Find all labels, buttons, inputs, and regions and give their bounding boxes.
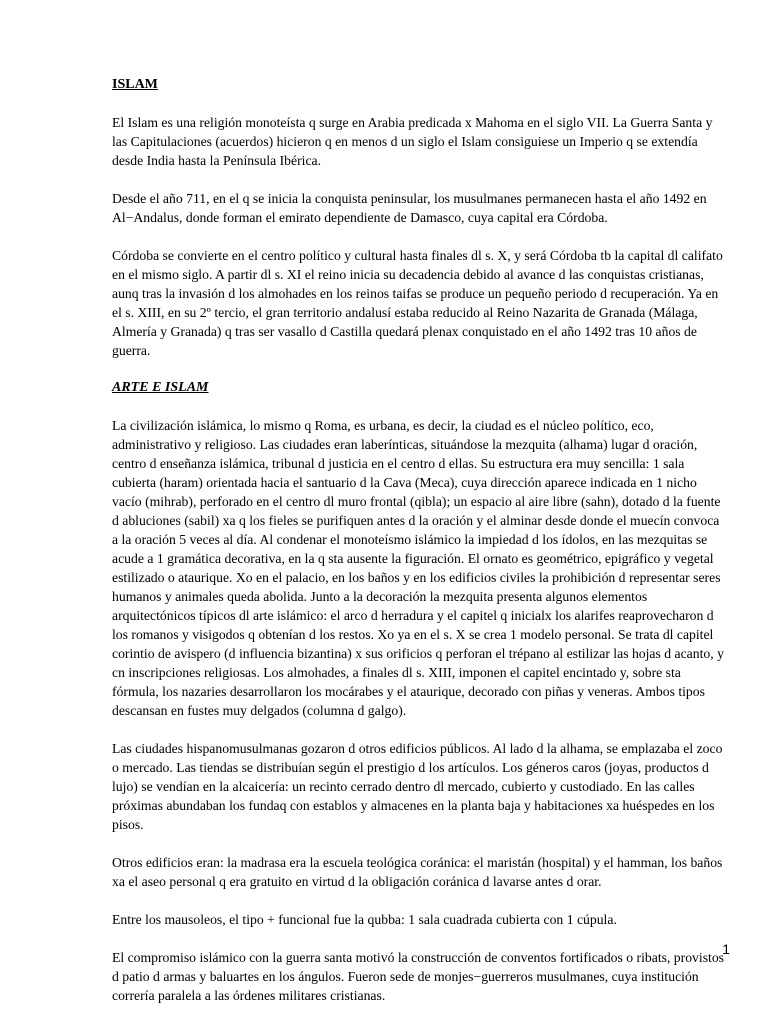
section-title: ARTE E ISLAM (112, 380, 209, 395)
document-page (112, 76, 724, 1024)
paragraph-al-andalus: Desde el año 711, en el q se inicia la conquista peninsular, los musulmanes permanecen hasta el año 1492 en Al−Andalus, donde forman el emirato dependiente de Damasco, cuya capital era Córdoba. (112, 191, 707, 225)
page-number: 1 (722, 941, 730, 957)
paragraph-ribats: El compromiso islámico con la guerra santa motivó la construcción de conventos fortificados o ribats, provistos d patio d armas y baluartes en los ángulos. Fueron sede de monjes−guerreros musulmanes, cuya institución correría paralela a las órdenes militares cristianas. (112, 950, 724, 1003)
paragraph-civilizacion: La civilización islámica, lo mismo q Roma, es urbana, es decir, la ciudad es el núcleo político, eco, administrativo y religioso. Las ciudades eran laberínticas, situándose la mezquita (alhama) lugar d oración, centro d enseñanza islámica, tribunal d justicia en el centro d ellas. Su estructura era muy sencilla: 1 sala cubierta (haram) orientada hacia el santuario d la Cava (Meca), cuya dirección aparece indicada en 1 nicho vacío (mihrab), perforado en el centro dl muro frontal (qibla); un espacio al aire libre (sahn), dotado d la fuente d abluciones (sabil) xa q los fieles se purifiquen antes d la oración y el alminar desde donde el muecín convoca a la oración 5 veces al día. Al condenar el monoteísmo islámico la impiedad d los ídolos, en las mezquitas se acude a 1 gramática decorativa, en la q sta ausente la figuración. El ornato es geométrico, epigráfico y vegetal estilizado o ataurique. Xo en el palacio, en los baños y en los edificios civiles la prohibición d representar seres humanos y animales queda abolida. Junto a la decoración la mezquita presenta algunos elementos arquitectónicos típicos dl arte islámico: el arco d herradura y el capitel q inicialx los alarifes reaprovecharon d los romanos y visigodos q obtenían d los restos. Xo ya en el s. X se crea 1 modelo personal. Se trata dl capitel corintio de avispero (d influencia bizantina) x sus orificios q perforan el trépano al estilizar las hojas d acanto, y cn inscripciones religiosas. Los almohades, a finales dl s. XIII, imponen el capitel encintado y, sobre sta fórmula, los nazaries desarrollaron los mocárabes y el ataurique, decorado con piñas y veneras. Ambos tipos descansan en fustes muy delgados (columna d galgo). (112, 418, 724, 718)
paragraph-cordoba: Córdoba se convierte en el centro político y cultural hasta finales dl s. X, y será Córdoba tb la capital dl califato en el mismo siglo. A partir dl s. XI el reino inicia su decadencia debido al avance d las conquistas cristianas, aunq tras la invasión d los almohades en los reinos taifas se produce un pequeño periodo d recuperación. Ya en el s. XIII, en su 2º tercio, el gran territorio andalusí estaba reducido al Reino Nazarita de Granada (Málaga, Almería y Granada) q tras ser vasallo d Castilla quedará plenax conquistado en el año 1492 tras 10 años de guerra. (112, 248, 723, 358)
paragraph-intro: El Islam es una religión monoteísta q surge en Arabia predicada x Mahoma en el siglo VII. La Guerra Santa y las Capitulaciones (acuerdos) hicieron q en menos d un siglo el Islam consiguiese un Imperio q se extendía desde India hasta la Península Ibérica. (112, 115, 713, 168)
paragraph-ciudades: Las ciudades hispanomusulmanas gozaron d otros edificios públicos. Al lado d la alhama, se emplazaba el zoco o mercado. Las tiendas se distribuían según el prestigio d los artículos. Los géneros caros (joyas, productos d lujo) se vendían en la alcaicería: un recinto cerrado dentro dl mercado, cubierto y custodiado. En las calles próximas abundaban los fundaq con establos y almacenes en la planta baja y habitaciones xa huéspedes en los pisos. (112, 741, 723, 832)
document-title: ISLAM (112, 77, 158, 92)
paragraph-otros-edificios: Otros edificios eran: la madrasa era la escuela teológica coránica: el maristán (hospital) y el hamman, los baños xa el aseo personal q era gratuito en virtud d la obligación coránica d lavarse antes d orar. (112, 855, 723, 889)
paragraph-mausoleos: Entre los mausoleos, el tipo + funcional fue la qubba: 1 sala cuadrada cubierta con 1 cúpula. (112, 912, 617, 927)
